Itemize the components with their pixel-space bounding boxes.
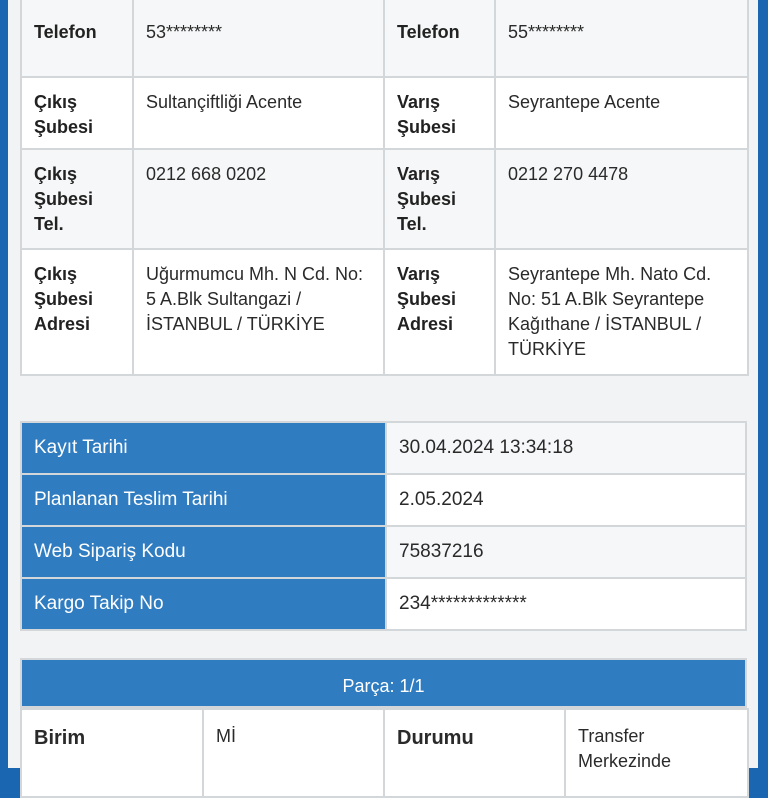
tracking-number-label: Kargo Takip No <box>21 578 386 630</box>
sender-phone-label: Telefon <box>21 0 133 77</box>
table-row <box>21 709 748 797</box>
table-row <box>21 149 748 249</box>
table-row <box>21 0 748 77</box>
arrival-branch-label: Varış Şubesi <box>384 77 495 149</box>
arrival-branch-address-value: Seyrantepe Mh. Nato Cd. No: 51 A.Blk Seyrantepe Kağıthane / İSTANBUL / TÜRKİYE <box>495 249 748 375</box>
record-date-label: Kayıt Tarihi <box>21 422 386 474</box>
status-label: Durumu <box>384 709 565 797</box>
departure-branch-label: Çıkış Şubesi <box>21 77 133 149</box>
departure-branch-address-value: Uğurmumcu Mh. N Cd. No: 5 A.Blk Sultangazi / İSTANBUL / TÜRKİYE <box>133 249 384 375</box>
departure-branch-phone-value: 0212 668 0202 <box>133 149 384 249</box>
planned-delivery-label: Planlanan Teslim Tarihi <box>21 474 386 526</box>
right-edge <box>758 0 768 768</box>
shipment-branch-table <box>20 0 749 376</box>
receiver-phone-label: Telefon <box>384 0 495 77</box>
record-date-value: 30.04.2024 13:34:18 <box>386 422 746 474</box>
table-row <box>21 526 746 578</box>
tracking-number-value: 234************* <box>386 578 746 630</box>
shipment-details-table <box>20 421 747 631</box>
arrival-branch-address-label: Varış Şubesi Adresi <box>384 249 495 375</box>
sender-phone-value: 53******** <box>133 0 384 77</box>
arrival-branch-phone-value: 0212 270 4478 <box>495 149 748 249</box>
unit-label: Birim <box>21 709 203 797</box>
unit-value: Mİ <box>203 709 384 797</box>
web-order-code-label: Web Sipariş Kodu <box>21 526 386 578</box>
receiver-phone-value: 55******** <box>495 0 748 77</box>
table-row <box>21 578 746 630</box>
departure-branch-address-label: Çıkış Şubesi Adresi <box>21 249 133 375</box>
parcel-table <box>20 708 749 798</box>
arrival-branch-phone-label: Varış Şubesi Tel. <box>384 149 495 249</box>
departure-branch-phone-label: Çıkış Şubesi Tel. <box>21 149 133 249</box>
web-order-code-value: 75837216 <box>386 526 746 578</box>
departure-branch-value: Sultançiftliği Acente <box>133 77 384 149</box>
status-value: Transfer Merkezinde <box>565 709 748 797</box>
planned-delivery-value: 2.05.2024 <box>386 474 746 526</box>
table-row <box>21 422 746 474</box>
table-row <box>21 77 748 149</box>
left-edge <box>0 0 8 768</box>
table-row <box>21 474 746 526</box>
table-row <box>21 249 748 375</box>
arrival-branch-value: Seyrantepe Acente <box>495 77 748 149</box>
parcel-header: Parça: 1/1 <box>20 658 747 708</box>
